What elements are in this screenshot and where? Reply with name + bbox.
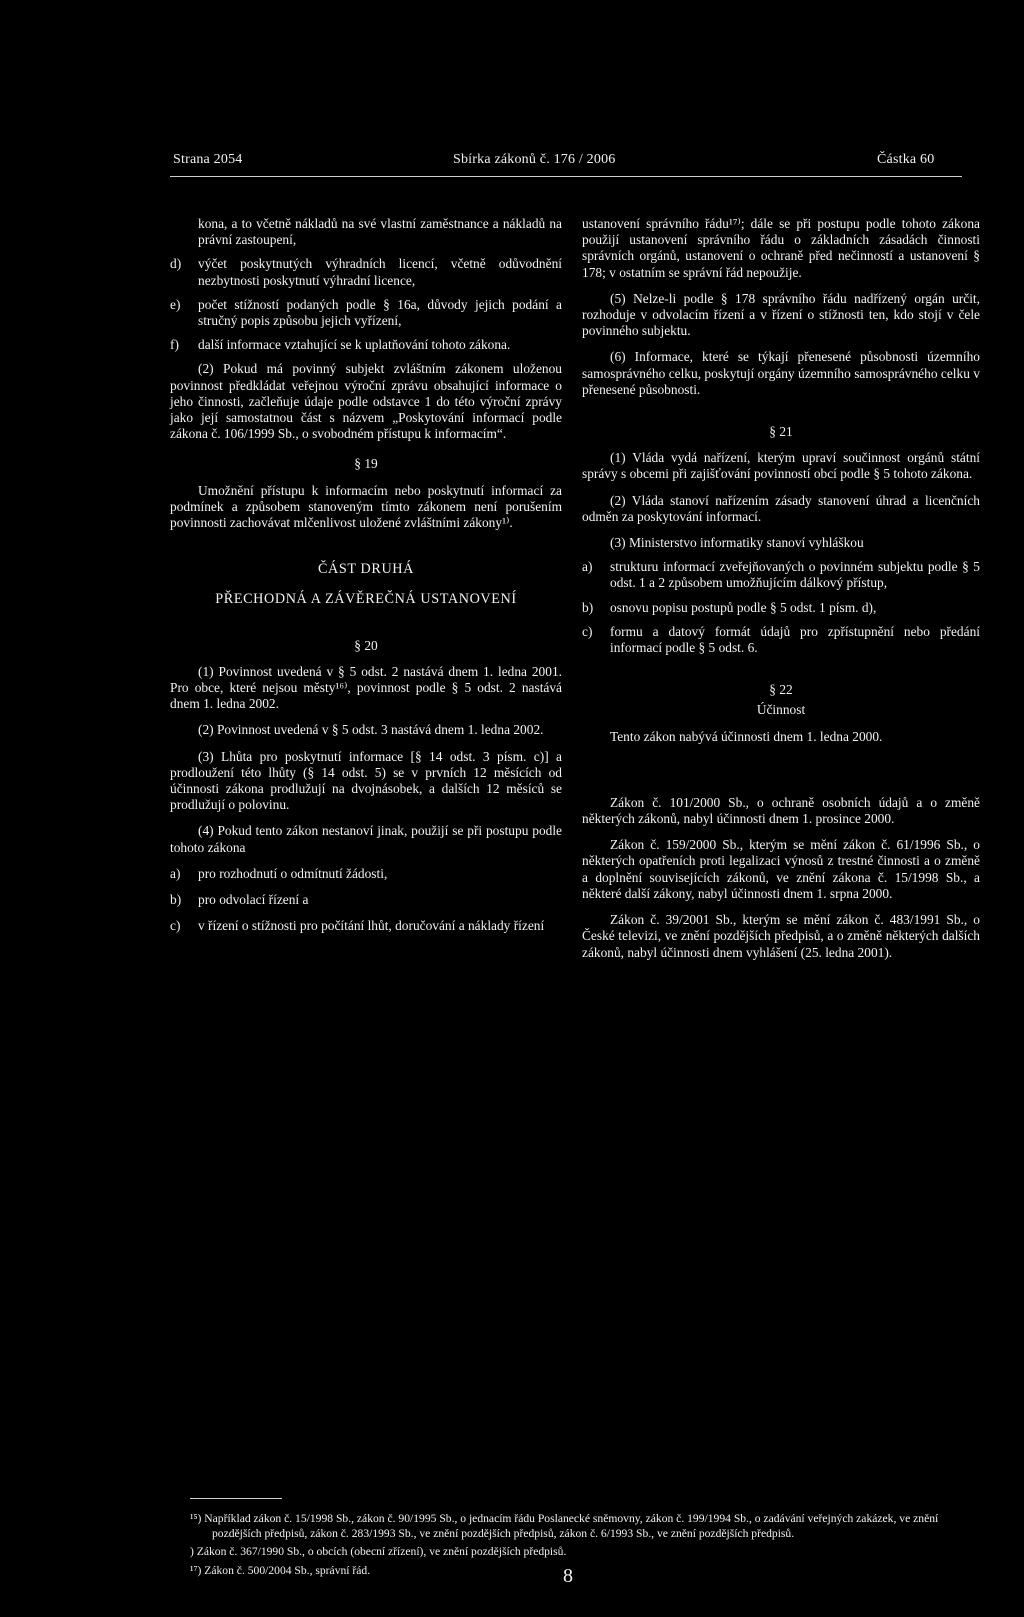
footnote-15: ¹⁵) Například zákon č. 15/1998 Sb., zákon č. 90/1995 Sb., o jednacím řádu Poslanecké sněmovny, zákon č. 199/1994 Sb., o zadávání veřejných zakázek, ve znění pozdějších předpisů, zákon č. 283/1993 Sb., ve znění pozdějších předpisů, zákon č. 6/1993 Sb., ve znění pozdějších předpisů. bbox=[190, 1512, 939, 1540]
section-20-para-3: (3) Lhůta pro poskytnutí informace [§ 14 odst. 3 písm. c)] a prodloužení této lhůty (§ 14 odst. 5) se v prvních 12 měsících od účinnosti zákona prodlužují na dvojnásobek, a dalších 12 měsíců se prodlužují o polovinu. bbox=[170, 748, 562, 813]
section-22-heading: § 22 bbox=[769, 682, 793, 698]
paragraph-5: (5) Nelze-li podle § 178 správního řádu nadřízený orgán určit, rozhoduje v odvolacím řízení a v řízení o stížnosti ten, kdo stojí v čele povinného subjektu. bbox=[582, 290, 980, 339]
list-item-f: f) další informace vztahující se k uplatňování tohoto zákona. bbox=[170, 337, 511, 353]
list-item-e: e) počet stížností podaných podle § 16a, důvody jejich podání a stručný popis způsobu jejich vyřízení, bbox=[170, 296, 562, 329]
paragraph-6: (6) Informace, které se týkají přenesené působnosti územního samosprávného celku, poskytují orgány územního samosprávného celku v přenesené působnosti. bbox=[582, 349, 980, 397]
header-collection-title: Sbírka zákonů č. 176 / 2006 bbox=[453, 152, 616, 167]
paragraph-continued-right: ustanovení správního řádu¹⁷⁾; dále se při postupu podle tohoto zákona použijí ustanovení správního řádu o základních zásadách činnosti správních orgánů, ustanovení o ochraně před nečinností a ustanovení § 178; v ostatním se správní řád nepoužije. bbox=[582, 216, 980, 280]
section-20-heading: § 20 bbox=[354, 637, 378, 653]
footnote-17: ¹⁷) Zákon č. 500/2004 Sb., správní řád. bbox=[190, 1563, 371, 1577]
section-19-text: Umožnění přístupu k informacím nebo poskytnutí informací za podmínek a způsobem stanoveným tímto zákonem není porušením povinnosti zachovávat mlčenlivost uložené zvláštními zákony¹⁾. bbox=[170, 482, 562, 531]
amendment-note-3: Zákon č. 39/2001 Sb., kterým se mění zákon č. 483/1991 Sb., o České televizi, ve znění pozdějších předpisů, a o změně některých dalších zákonů, nabyl účinnosti dnem vyhlášení (25. ledna 2001). bbox=[582, 912, 980, 960]
list-item-c: c) v řízení o stížnosti pro počítání lhůt, doručování a náklady řízení bbox=[170, 918, 545, 934]
list-item-d: d) výčet poskytnutých výhradních licencí, včetně odůvodnění nezbytnosti poskytnutí výhradní licence, bbox=[170, 256, 562, 288]
paragraph-2: (2) Pokud má povinný subjekt zvláštním zákonem uloženou povinnost předkládat veřejnou výroční zprávu obsahující informace o jeho činnosti, začleňuje údaje podle odstavce 1 do této výroční zprávy jako její samostatnou část s názvem „Poskytování informací podle zákona č. 106/1999 Sb., o svobodném přístupu k informacím“. bbox=[170, 361, 562, 442]
footnote-divider bbox=[190, 1498, 282, 1499]
list-item-a-right: a) strukturu informací zveřejňovaných o povinném subjektu podle § 5 odst. 1 a 2 způsobem umožňujícím dálkový přístup, bbox=[582, 559, 980, 591]
list-item-c-right: c) formu a datový formát údajů pro zpřístupnění nebo předání informací podle § 5 odst. 6. bbox=[582, 623, 980, 656]
section-19-heading: § 19 bbox=[354, 456, 378, 472]
footnotes bbox=[190, 1512, 980, 1578]
section-21-heading: § 21 bbox=[769, 424, 793, 440]
section-20-para-2: (2) Povinnost uvedená v § 5 odst. 3 nastává dnem 1. ledna 2002. bbox=[198, 722, 544, 738]
page-number: 8 bbox=[563, 1565, 573, 1587]
right-column bbox=[582, 216, 980, 961]
section-20-para-1: (1) Povinnost uvedená v § 5 odst. 2 nastává dnem 1. ledna 2001. Pro obce, které nejsou městy¹⁶⁾, povinnost podle § 5 odst. 2 nastává dnem 1. ledna 2002. bbox=[170, 663, 562, 712]
header-part-label: Částka 60 bbox=[877, 152, 935, 167]
header-divider bbox=[170, 176, 962, 177]
part-title: ČÁST DRUHÁ bbox=[317, 561, 414, 578]
amendment-note-2: Zákon č. 159/2000 Sb., kterým se mění zákon č. 61/1996 Sb., o některých opatřeních proti legalizaci výnosů z trestné činnosti a o změně a doplnění souvisejících zákonů, ve znění zákona č. 15/1998 Sb., a některé další zákony, nabyl účinnosti dnem 1. srpna 2000. bbox=[582, 837, 980, 901]
section-22-text: Tento zákon nabývá účinnosti dnem 1. ledna 2000. bbox=[610, 728, 883, 744]
amendment-note-1: Zákon č. 101/2000 Sb., o ochraně osobních údajů a o změně některých zákonů, nabyl účinnosti dnem 1. prosince 2000. bbox=[582, 794, 980, 827]
section-21-para-3: (3) Ministerstvo informatiky stanoví vyhláškou bbox=[610, 535, 864, 551]
left-column bbox=[170, 216, 562, 935]
list-item-a: a) pro rozhodnutí o odmítnutí žádosti, bbox=[170, 865, 388, 881]
section-20-para-4: (4) Pokud tento zákon nestanoví jinak, použijí se při postupu podle tohoto zákona bbox=[170, 823, 562, 855]
list-item-b-right: b) osnovu popisu postupů podle § 5 odst. 1 písm. d), bbox=[582, 599, 877, 615]
section-21-para-1: (1) Vláda vydá nařízení, kterým upraví součinnost orgánů státní správy s obcemi při zajišťování povinností obcí podle § 5 tohoto zákona. bbox=[582, 450, 980, 482]
list-item-b: b) pro odvolací řízení a bbox=[170, 892, 309, 908]
footnote-16: ) Zákon č. 367/1990 Sb., o obcích (obecní zřízení), ve znění pozdějších předpisů. bbox=[190, 1545, 567, 1558]
section-21-para-2: (2) Vláda stanoví nařízením zásady stanovení úhrad a licenčních odměn za poskytování informací. bbox=[582, 492, 980, 524]
part-subtitle: PŘECHODNÁ A ZÁVĚREČNÁ USTANOVENÍ bbox=[215, 591, 517, 608]
section-22-title: Účinnost bbox=[756, 702, 806, 718]
header-page-label: Strana 2054 bbox=[173, 152, 243, 167]
paragraph-continued: kona, a to včetně nákladů na své vlastní zaměstnance a nákladů na právní zastoupení, bbox=[198, 216, 562, 248]
